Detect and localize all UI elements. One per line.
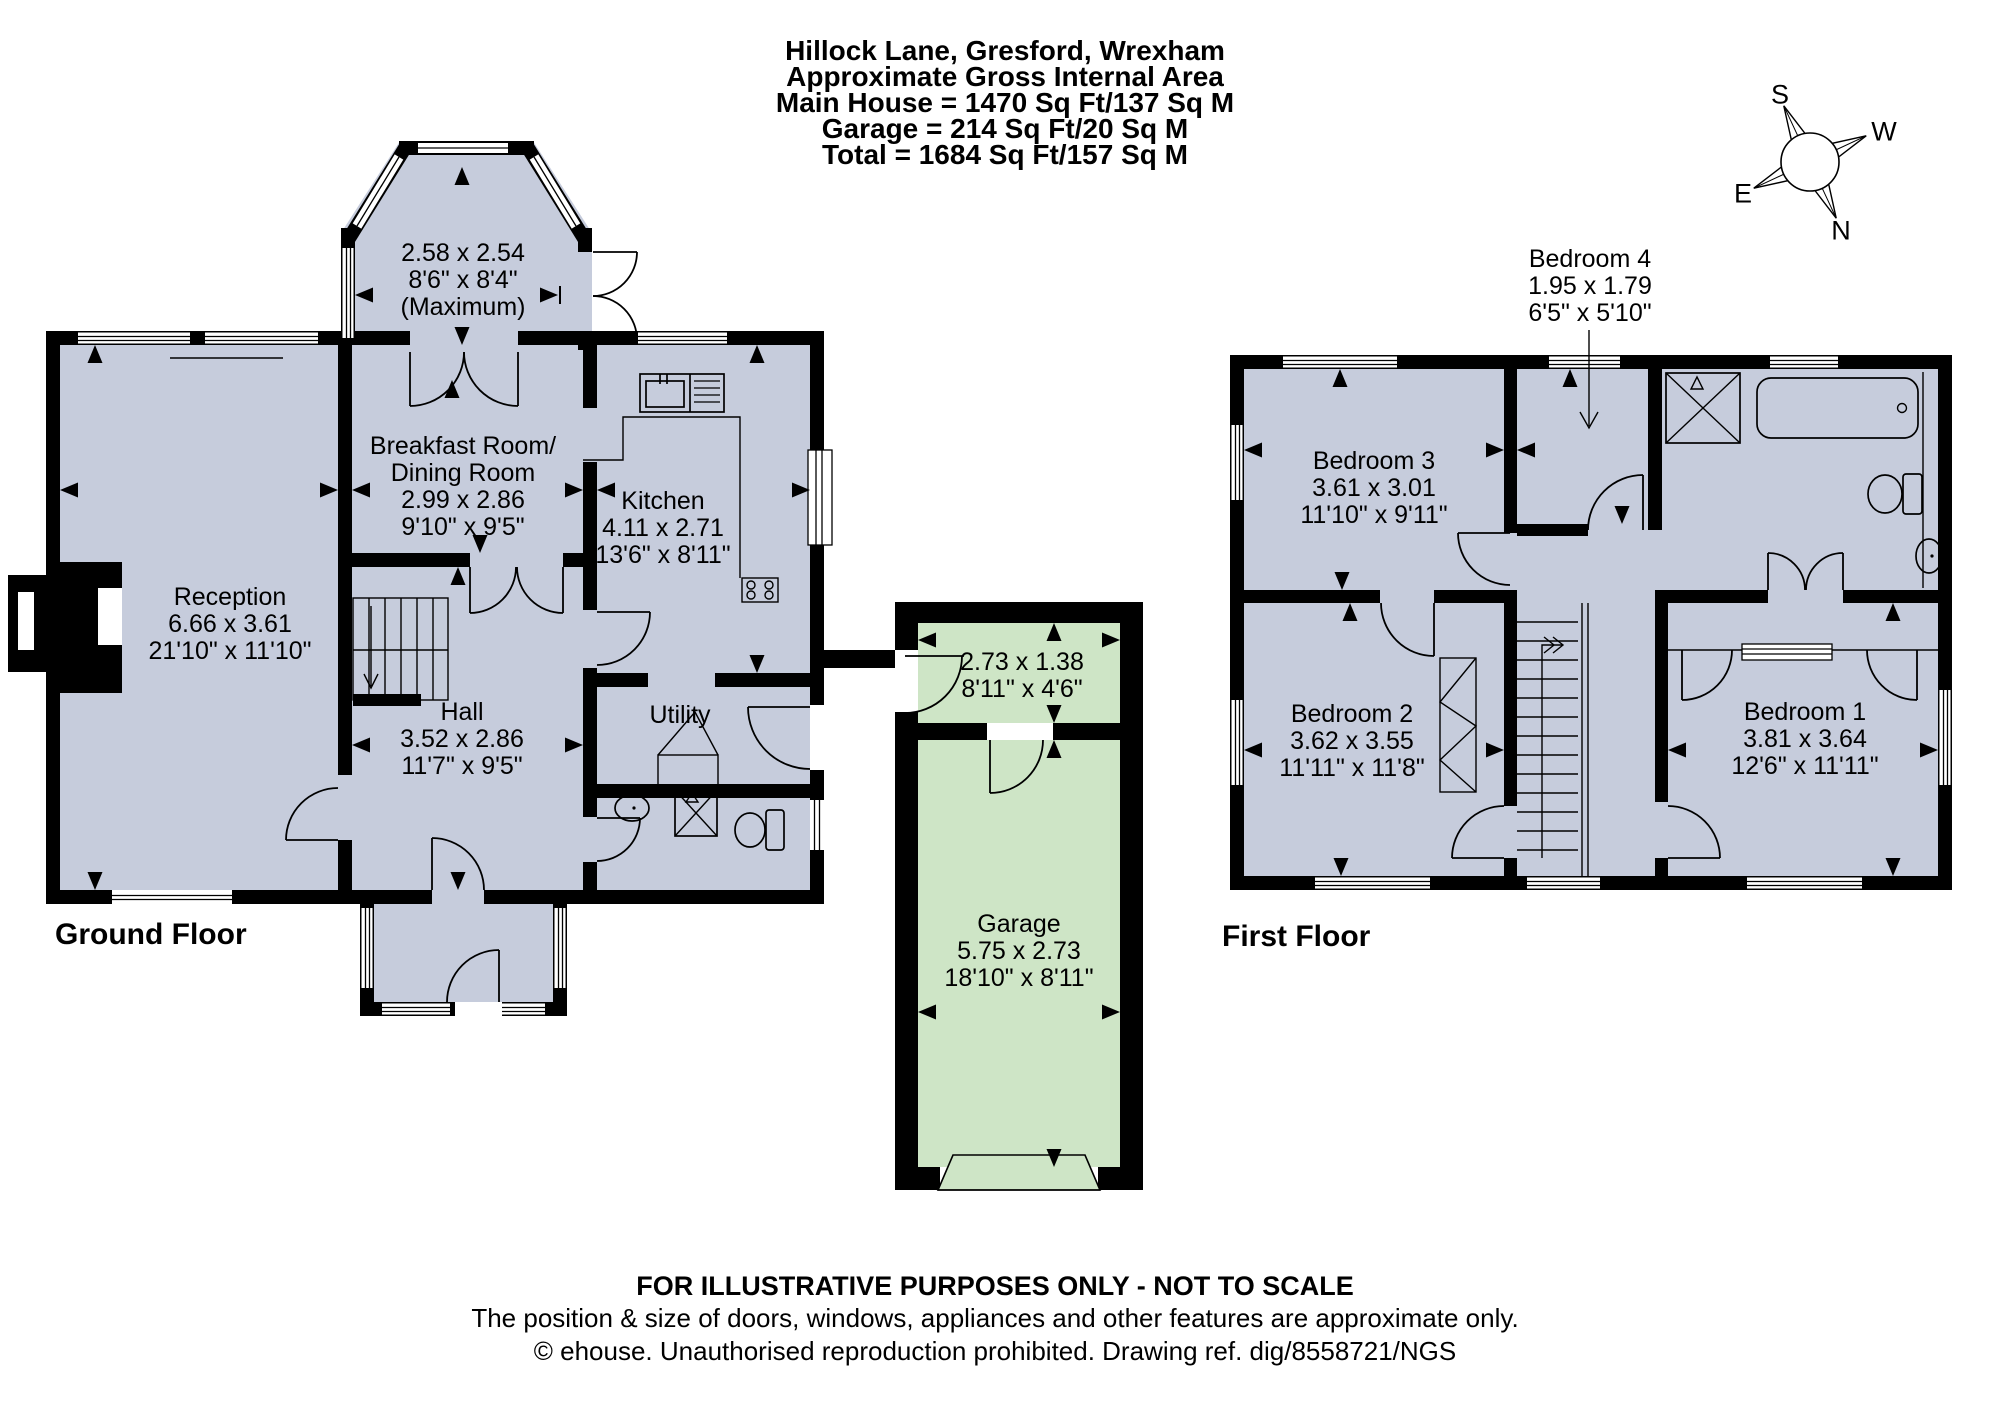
bay-french-doors <box>593 252 637 340</box>
room-label-store: 2.73 x 1.38 8'11" x 4'6" <box>960 648 1084 703</box>
room-label-bedroom2: Bedroom 2 3.62 x 3.55 11'11" x 11'8" <box>1279 700 1425 782</box>
room-label-kitchen: Kitchen 4.11 x 2.71 13'6" x 8'11" <box>595 487 731 569</box>
room-label-bedroom1: Bedroom 1 3.81 x 3.64 12'6" x 11'11" <box>1731 698 1879 780</box>
room-label-bedroom4: Bedroom 4 1.95 x 1.79 6'5" x 5'10" <box>1528 245 1652 327</box>
area-heading: Approximate Gross Internal Area <box>786 61 1224 92</box>
room-label-reception: Reception 6.66 x 3.61 21'10" x 11'10" <box>148 583 312 665</box>
kitchen-window <box>808 450 832 545</box>
room-label-hall: Hall 3.52 x 2.86 11'7" x 9'5" <box>400 698 524 780</box>
room-label-bay: 2.58 x 2.54 8'6" x 8'4" (Maximum) <box>400 239 526 321</box>
first-floor-area <box>1244 369 1938 876</box>
title-block <box>775 35 1235 170</box>
first-floor-title: First Floor <box>1222 920 1371 953</box>
room-label-bedroom3: Bedroom 3 3.61 x 3.01 11'10" x 9'11" <box>1300 447 1448 529</box>
compass-south-label: S <box>1770 79 1790 110</box>
compass-east-label: E <box>1733 178 1753 209</box>
garage-door <box>938 1155 1100 1190</box>
compass-rose <box>1728 80 1893 245</box>
ground-floor-title: Ground Floor <box>55 918 247 951</box>
room-label-utility: Utility <box>649 701 711 729</box>
main-house-area: Main House = 1470 Sq Ft/137 Sq M <box>775 87 1235 118</box>
compass-north-label: N <box>1831 215 1851 246</box>
footer-disclaimer: FOR ILLUSTRATIVE PURPOSES ONLY - NOT TO SCALE <box>636 1271 1354 1301</box>
compass-west-label: W <box>1871 116 1897 147</box>
total-area: Total = 1684 Sq Ft/157 Sq M <box>822 139 1188 170</box>
room-label-breakfast: Breakfast Room/ Dining Room 2.99 x 2.86 9'10" x 9'5" <box>369 432 557 541</box>
porch-floor <box>374 890 553 1002</box>
footer-note: The position & size of doors, windows, appliances and other features are approximate only. <box>471 1303 1519 1333</box>
room-label-garage: Garage 5.75 x 2.73 18'10" x 8'11" <box>944 910 1094 992</box>
chimney-breast <box>8 562 122 693</box>
garage-area: Garage = 214 Sq Ft/20 Sq M <box>821 113 1189 144</box>
address-line: Hillock Lane, Gresford, Wrexham <box>785 35 1225 66</box>
footer-copyright: © ehouse. Unauthorised reproduction prohibited. Drawing ref. dig/8558721/NGS <box>533 1336 1457 1366</box>
first-floor-plan <box>1230 330 1952 890</box>
